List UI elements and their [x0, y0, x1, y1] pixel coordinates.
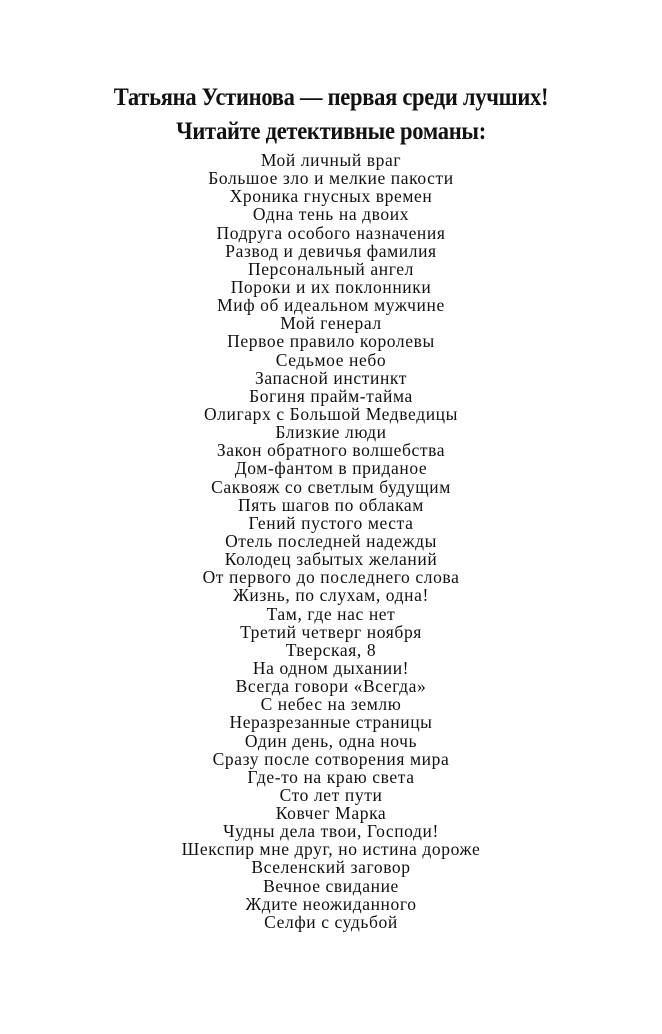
novel-title: Жизнь, по слухам, одна! — [233, 585, 429, 606]
novel-title: Подруга особого назначения — [216, 222, 446, 243]
novel-title: Хроника гнусных времен — [229, 186, 433, 207]
novel-title: С небес на землю — [260, 694, 402, 715]
novel-title: Пороки и их поклонники — [230, 276, 432, 297]
novel-title: Близкие люди — [275, 422, 387, 443]
novel-title: Третий четверг ноября — [240, 621, 422, 642]
novel-title: Развод и девичья фамилия — [225, 240, 437, 261]
novel-title: Там, где нас нет — [266, 603, 396, 624]
page-heading: Татьяна Устинова — первая среди лучших! — [113, 84, 549, 111]
novel-title: Чудны дела твои, Господи! — [223, 821, 439, 842]
novel-title: Большое зло и мелкие пакости — [208, 168, 454, 189]
novel-title: Вселенский заговор — [251, 857, 411, 878]
novel-title: Где-то на краю света — [247, 766, 415, 787]
novel-title: Селфи с судьбой — [264, 911, 398, 932]
novel-title: На одном дыхании! — [252, 657, 410, 678]
novel-title: Саквояж со светлым будущим — [211, 476, 451, 497]
novel-title: Дом-фантом в приданое — [234, 458, 428, 479]
novel-title: Всегда говори «Всегда» — [235, 676, 427, 697]
novel-title: Шекспир мне друг, но истина дороже — [181, 839, 481, 860]
novel-title: Сто лет пути — [279, 784, 383, 805]
novel-title: Один день, одна ночь — [244, 730, 418, 751]
novel-title: Мой личный враг — [260, 150, 402, 170]
novel-title: Пять шагов по облакам — [238, 494, 424, 515]
novel-title: Гений пустого места — [248, 512, 414, 533]
novel-title: Запасной инстинкт — [254, 367, 408, 388]
novel-title: Неразрезанные страницы — [229, 712, 433, 733]
novel-title: Персональный ангел — [248, 258, 414, 279]
novel-title-list — [0, 151, 662, 931]
novel-title: От первого до последнего слова — [202, 567, 460, 588]
novel-title: Мой генерал — [280, 313, 382, 334]
novel-title: Одна тень на двоих — [252, 204, 410, 225]
novel-title: Ковчег Марка — [275, 803, 387, 824]
novel-title: Ждите неожиданного — [245, 893, 417, 914]
novel-title: Отель последней надежды — [225, 530, 437, 551]
novel-title: Первое правило королевы — [227, 331, 435, 352]
novel-title: Миф об идеальном мужчине — [217, 295, 445, 316]
novel-title: Седьмое небо — [275, 349, 387, 370]
novel-title: Тверская, 8 — [285, 639, 377, 660]
novel-title: Олигарх с Большой Медведицы — [203, 403, 458, 424]
novel-title: Закон обратного волшебства — [216, 440, 446, 461]
novel-title: Колодец забытых желаний — [224, 549, 438, 570]
novel-title: Богиня прайм-тайма — [249, 385, 413, 406]
novel-title: Сразу после сотворения мира — [212, 748, 450, 769]
page-subheading: Читайте детективные романы: — [176, 118, 486, 145]
novel-title: Вечное свидание — [263, 875, 399, 896]
